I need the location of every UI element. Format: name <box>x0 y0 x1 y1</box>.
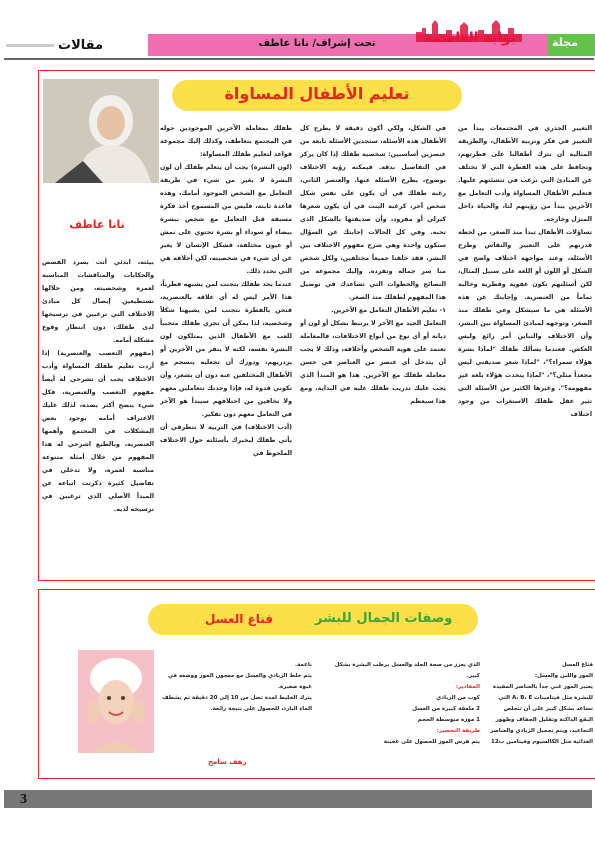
article-column-2 <box>300 122 446 570</box>
paragraph: عندما يجد طفلك يتجنب لمن يشبهه فطرياً، هذا الأمر ليس له أي علاقة بالعنصرية، فنحن بالفطرة نتجنب لمن يشبهنا شكلاً وشخصية، لذا يمكن أن تجري طفلك متجنباً للعب مع الأطفال الذين يمتلكون لون البشرة نفسه، لكنه لا ينفر من الآخرين أو يزدريهم، ودورك أن تجعليه ينسجم مع الأطفال المختلفين عنه دون أن يشعر، وأن تكوني قدوة له، فإذا وجدتك تتعاملين معهم ولا تخافين من اختلافهم سيبدأ هو الآخر في التعامل معهم دون تفكير. <box>160 281 292 418</box>
recipe-line: يتم خلط الزبادي والعسل مع معجون الموز ووضعه في عبوة صغيرة. <box>167 673 312 690</box>
recipe-line: الموز واللبن والعسل: <box>534 673 593 679</box>
recipe-line: كوب من الزبادي <box>436 695 480 701</box>
recipe-line: الذي يعزز من صحة الجلد والعسل يرطب البشرة بشكل كبير. <box>334 662 480 679</box>
logo-text: بوابة العاصمة <box>423 30 517 46</box>
recipe-line: يتم هرس الموز للحصول على عجينة <box>383 739 480 745</box>
subheading: ١- تعليم الأطفال التعامل مع الآخرين. <box>330 307 446 314</box>
recipe-photo <box>78 650 154 753</box>
page-number: 3 <box>20 792 27 807</box>
article-column-4 <box>42 256 154 546</box>
recipe-signature: رهف سامح <box>208 758 247 766</box>
recipe-subtitle: قناع العسل <box>205 612 273 626</box>
article-title: تعليم الأطفال المساواة <box>224 84 410 103</box>
recipe-line: يعتبر الموز غني جداً بالعناصر المفيدة للبشرة مثل فيتامينات A، B، E التي تساعد بشكل كبير على أن تتخلص البقع الداكنة وتقليل الجفاف وظهور التجاعيد، ويتم تجميل الزبادي والعناصر الغذائية مثل الكالسيوم وفيتامين ب12 <box>490 684 593 745</box>
recipe-line: 1 موزة متوسطة الحجم <box>417 717 480 723</box>
author-photo <box>43 79 159 183</box>
footer-bar <box>4 790 592 808</box>
woman-towel-photo-icon <box>78 650 154 753</box>
section-underline <box>6 44 54 47</box>
recipe-column-2 <box>325 660 480 778</box>
paragraph: في الشكل، ولكي أكون دقيقة لا يطرح كل الأطفال هذه الأسئلة، ستجدين الأسئلة نابعة من عنصرين أساسيين: شخصية طفلك إذا كان يركز في التفاصيل بدقة. فيمكنه رؤية الاختلاف بوضوح، يطرح الأسئلة عنها. والعنصر الثاني، رغبة طفلك في أن يكون على نفس شكل شخص آخر، كرغبة البنت في أن يكون شعرها كيرلي أو مفرود، وأن صديقتها بالشكل الذي تحبه. وفي كل الحالات إجابتك عن السؤال ستكون واحدة وهي شرح مفهوم الاختلاف بين البشر، فقد خلقنا جميعاً مختلفين، ولكل شخص منا سر جماله وتفرده. وإليك مجموعة من النصائح والخطوات التي تساعدك في توصيل هذا المفهوم لطفلك منذ الصغر. <box>300 125 446 301</box>
paragraph: (أدب الاختلاف) في التربية لا تتطرقي أن يأتي طفلك ليخبرك بأسئلته حول الاختلاف الملحوظ في <box>160 424 292 457</box>
article-column-1 <box>458 122 592 570</box>
header-underline <box>4 58 594 60</box>
recipe-title: وصفات الجمال للبشر <box>315 611 453 626</box>
article-column-3 <box>160 122 292 570</box>
recipe-line: طريقة التحضير: <box>436 728 480 734</box>
paragraph: تساؤلات الأطفال تبدأ منذ الصغر، من لحظة قدرتهم على التعبير والنقاش وطرح الأسئلة، وعند مواجهة اختلاف واضح في الشكل أو اللون أو اللغة على سبيل المثال، لكن أسئلتهم تكون عفوية وفطرية وخالية تماماً من العنصرية. وإجابتك عن هذه الأسئلة هي ما سيشكل وعي طفلك منذ الصغر، وتوجهه لمبادئ المساواة بين البشر، وأن الاختلاف والتباين أمر رائع وليس العكس. فعندما يسألك طفلك "لماذا بشرة هؤلاء سمراء؟"، "لماذا شعر صديقتي ليس مجعداً مثلي؟"، "لماذا يتحدث هؤلاء بلغة غير مفهومة؟". وغيرها الكثير من الأسئلة التي تثير عقل طفلك الاستغراب من وجود اختلاف <box>458 229 592 418</box>
magazine-label: مجلة <box>552 36 578 49</box>
recipe-column-1 <box>490 660 593 778</box>
section-label: مقالات <box>58 38 104 53</box>
paragraph: طفلك بمعاملة الآخرين الموجودين حوله في المجتمع بتعاطف، وكذلك إليك مجموعة قواعد لتعليم طفلك المساواة: <box>160 125 292 158</box>
recipe-line: قناع العسل <box>561 662 593 668</box>
paragraph: التغيير الجذري في المجتمعات يبدأ من التغيير في فكر وتربية الأطفال، والطريقة المثالية أن نترك أطفالنا على فطرتهم، ونحافظ على هذه الفطرة التي لا تختلف عن المبادئ التي نرغب في تنشئتهم عليها. فتعليم الأطفال المساواة وأدب التعامل مع الآخرين يبدأ من رؤيتهم لنا، والحياة داخل المنزل وخارجه. <box>458 125 592 223</box>
supervisor-credit: تحت إشراف/ نانا عاطف <box>258 38 376 49</box>
recipe-line: المقادير: <box>455 684 480 690</box>
paragraph: (مفهوم التعصب والعنصرية) إذا أردت تعليم طفلك المساواة وأدب الاختلاف يجب أن تشرحي له أيضاً مفهوم التعصب والعنصرية، فكل شيء يتضح أكثر بضده، لذلك عليك الاعتراف أمامه بوجود بعض المشكلات في المجتمع وأهمها العنصرية، وبالطبع اشرحي له هذا المفهوم من خلال أمثلة متنوعة مناسبة لعمره، ولا تدخلي في تفاصيل كثيرة ذكرتت اتباعه عن المبدأ الأصلي الذي ترغبين في ترسيخه لديه. <box>42 350 154 513</box>
recipe-line: 2 ملعقة كبيرة من العسل <box>412 706 480 712</box>
recipe-line: يترك الخليط لمدة تصل من 10 إلى 20 دقيقة ثم يشطف الماء البارد، للحصول على نتيجة رائعة. <box>162 695 312 712</box>
paragraph: (لون البشرة) يجب أن يتعلم طفلك أن لون البشرة لا يغير من شيء في طريقة التعامل مع الشخص الموجود أمامك، وهذه قاعدة ثابتة، فليس من المسموح أخذ فكرة مسبقة قبل التعامل مع شخص ببشرة بيضاء أو سوداء أو بشرة تحتوي على نمش أو عيون مختلفة، فشكل الإنسان لا يعبر عن أي شيء في شخصيته، لكن أخلاقه هي التي تحدد ذلك. <box>160 164 292 275</box>
author-photo-icon <box>43 79 159 183</box>
recipe-line: ناعمة. <box>295 662 312 668</box>
author-name: نانا عاطف <box>69 218 125 231</box>
paragraph: بيئته، ابدئي أنت بسرد القصص والحكايات والمناقشات المناسبة لعمره وشخصيته، ومن خلالها تستطيعين إيصال كل مبادئ الاختلاف التي ترغبين في ترسيخها لدى طفلك، دون انتظار وقوع مشكلة أمامه. <box>42 259 154 344</box>
paragraph: التعامل الجيد مع الآخر لا يرتبط بشكل أو لون أو ديانة أو أي نوع من أنواع الاختلافات، فالمعاملة تعتمد على هوية الشخص وأخلاقه، وذلك لا يجب أن يتدخل أي عنصر من العناصر في حسن معاملة طفلك مع الآخرين. هذا هو المبدأ الذي يجب عليك تدريب طفلك عليه في البداية، ومع هذا سيعظم <box>300 320 446 405</box>
